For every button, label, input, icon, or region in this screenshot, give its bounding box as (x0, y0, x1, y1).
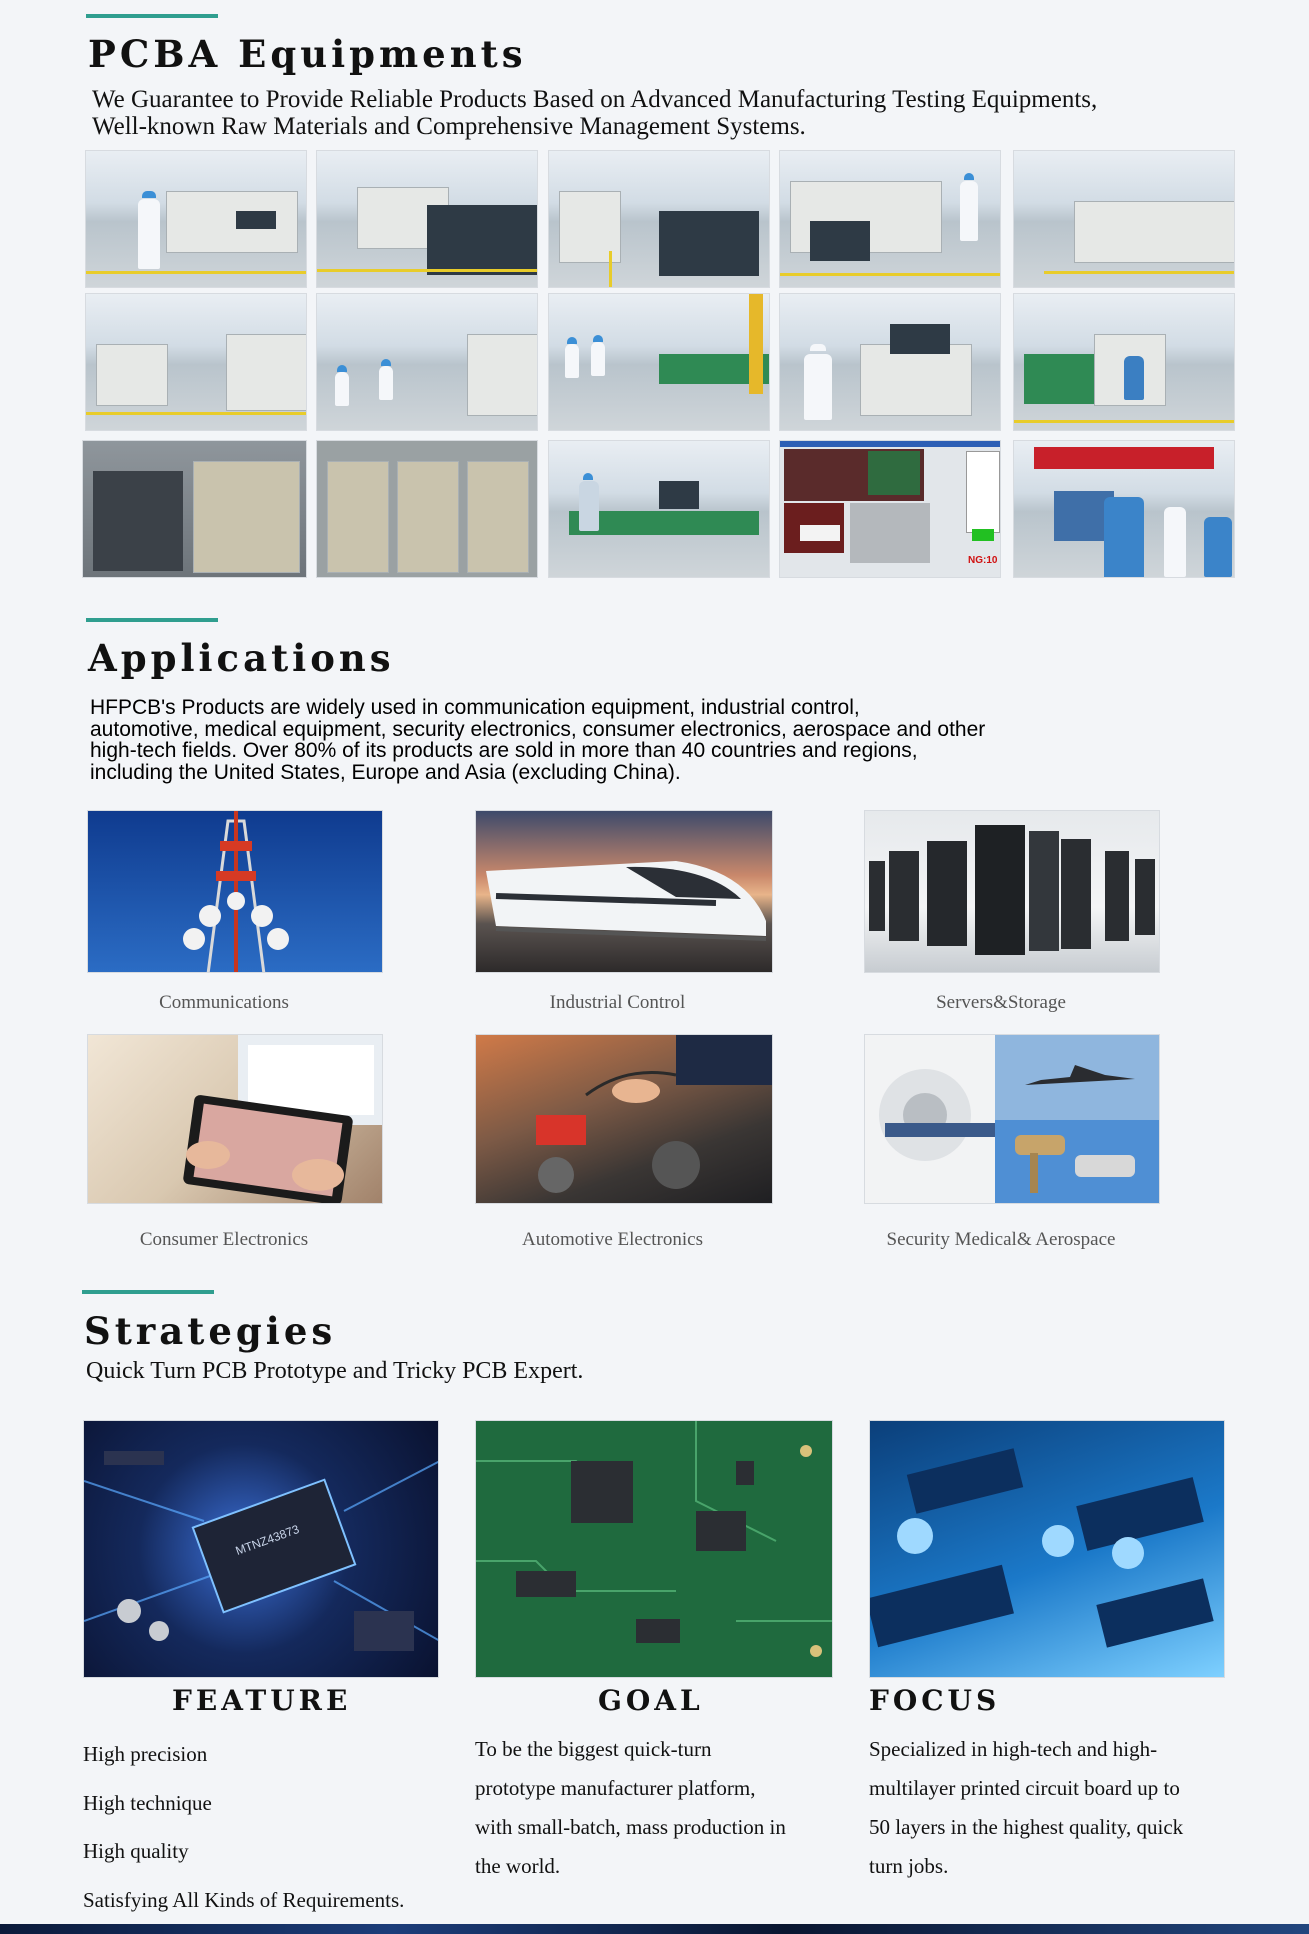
automotive-electronics-image (475, 1034, 773, 1204)
focus-text (869, 1730, 1183, 1886)
section-accent-line (82, 1290, 214, 1294)
applications-paragraph-line-4: including the United States, Europe and Asia (excluding China). (90, 761, 681, 784)
equipments-subtitle-line-2: Well-known Raw Materials and Comprehensive Management Systems. (92, 113, 806, 140)
equipments-subtitle-line-1: We Guarantee to Provide Reliable Products Based on Advanced Manufacturing Testing Equipments, (92, 86, 1098, 113)
focus-text-line: Specialized in high-tech and high- (869, 1737, 1158, 1761)
security-medical-aerospace-image (864, 1034, 1160, 1204)
factory-photo-7 (316, 293, 538, 431)
goal-text-line: To be the biggest quick-turn (475, 1737, 712, 1761)
goal-text-line: prototype manufacturer platform, (475, 1776, 756, 1800)
factory-photo-12 (316, 440, 538, 578)
strategies-section (0, 1268, 1309, 1934)
list-item: High technique (83, 1790, 212, 1815)
industrial-control-image (475, 810, 773, 973)
bottom-decorative-strip (0, 1924, 1309, 1934)
servers-storage-caption: Servers&Storage (936, 992, 1066, 1013)
factory-photo-9 (779, 293, 1001, 431)
ng-count-label: NG:10 (968, 555, 998, 566)
section-accent-line (86, 618, 218, 622)
focus-text-line: turn jobs. (869, 1854, 949, 1878)
focus-text-line: multilayer printed circuit board up to (869, 1776, 1180, 1800)
factory-photo-2 (316, 150, 538, 288)
factory-photo-13 (548, 440, 770, 578)
consumer-electronics-caption: Consumer Electronics (139, 1229, 309, 1250)
focus-heading: FOCUS (869, 1684, 1001, 1717)
consumer-electronics-image (87, 1034, 383, 1204)
feature-list (83, 1730, 404, 1924)
goal-heading: GOAL (598, 1684, 704, 1717)
applications-section (0, 598, 1309, 1268)
applications-paragraph-line-1: HFPCB's Products are widely used in communication equipment, industrial control, (90, 696, 860, 719)
inspection-software-screen (779, 440, 1001, 578)
list-item: High precision (83, 1742, 208, 1766)
focus-text-line: 50 layers in the highest quality, quick (869, 1815, 1184, 1839)
strategies-title: Strategies (84, 1309, 337, 1353)
factory-photo-5 (1013, 150, 1235, 288)
list-item: High quality (83, 1839, 189, 1863)
factory-photo-1 (85, 150, 307, 288)
communications-image (87, 810, 383, 973)
feature-chip-image (83, 1420, 439, 1678)
chip-marking: MTNZ43873 (233, 1522, 302, 1558)
goal-pcb-image (475, 1420, 833, 1678)
factory-photo-3 (548, 150, 770, 288)
automotive-electronics-caption: Automotive Electronics (522, 1229, 703, 1250)
industrial-control-caption: Industrial Control (549, 992, 686, 1013)
equipments-title: PCBA Equipments (88, 32, 527, 76)
applications-paragraph-line-2: automotive, medical equipment, security electronics, consumer electronics, aerospace and other (90, 718, 986, 741)
goal-text (475, 1730, 786, 1886)
factory-photo-11 (82, 440, 307, 578)
equipments-section (0, 0, 1309, 598)
communications-caption: Communications (159, 992, 289, 1013)
strategies-subtitle: Quick Turn PCB Prototype and Tricky PCB Expert. (86, 1358, 584, 1384)
goal-text-line: with small-batch, mass production in (475, 1815, 786, 1839)
servers-storage-image (864, 810, 1160, 973)
factory-photo-6 (85, 293, 307, 431)
factory-photo-4 (779, 150, 1001, 288)
factory-photo-15 (1013, 440, 1235, 578)
feature-heading: FEATURE (172, 1684, 352, 1717)
factory-photo-8 (548, 293, 770, 431)
applications-title: Applications (88, 636, 395, 680)
goal-text-line: the world. (475, 1854, 561, 1878)
security-medical-aerospace-caption: Security Medical& Aerospace (886, 1229, 1116, 1250)
factory-photo-10 (1013, 293, 1235, 431)
list-item: Satisfying All Kinds of Requirements. (83, 1887, 405, 1912)
focus-pcb-image (869, 1420, 1225, 1678)
applications-paragraph-line-3: high-tech fields. Over 80% of its products are sold in more than 40 countries and regions, (90, 739, 918, 762)
section-accent-line (86, 14, 218, 18)
